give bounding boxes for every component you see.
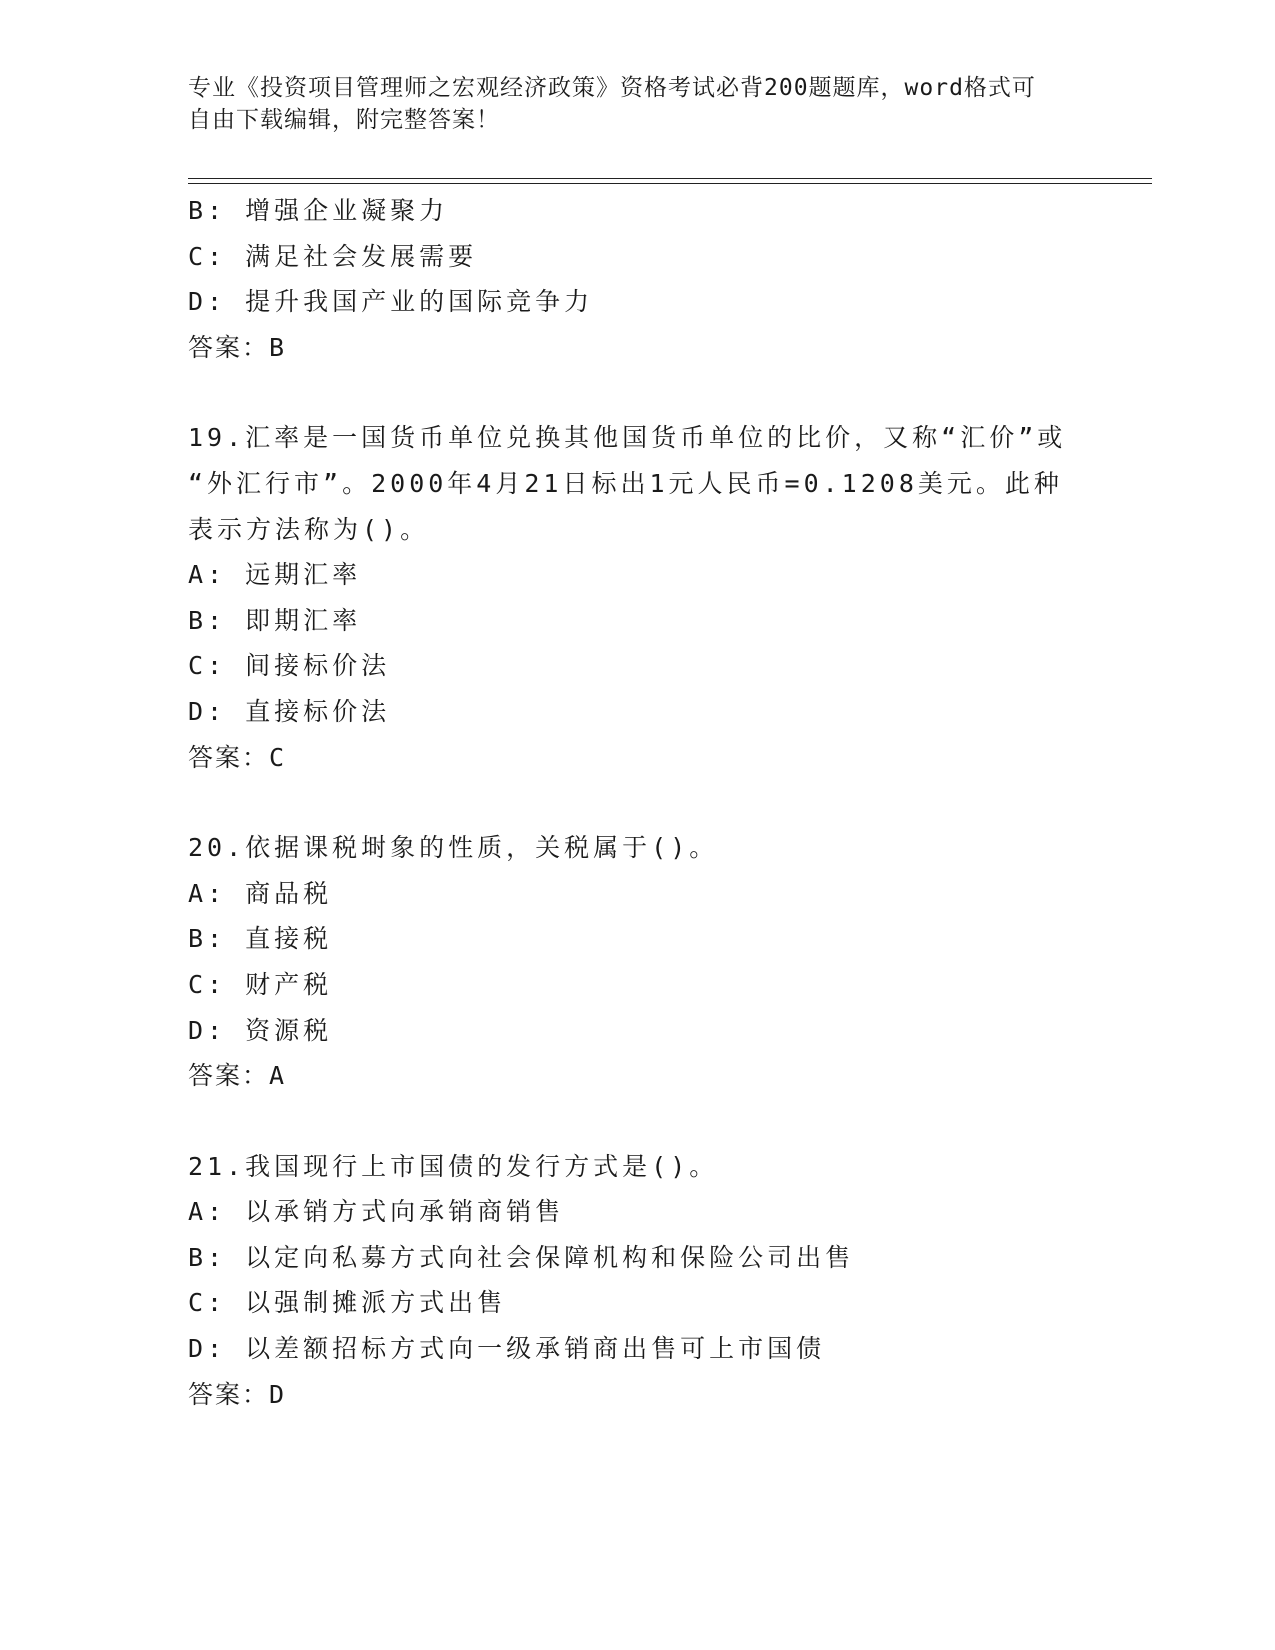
option-text: 提升我国产业的国际竞争力 <box>245 287 594 317</box>
option-text: 即期汇率 <box>245 605 362 635</box>
option-text: 资源税 <box>245 1015 333 1045</box>
question-stem-line: 21.我国现行上市国债的发行方式是()。 <box>188 1151 719 1181</box>
option-text: 以承销方式向承销商销售 <box>245 1197 565 1227</box>
option-text: 直接税 <box>245 924 333 954</box>
option-text: 直接标价法 <box>245 696 391 726</box>
question-stem-line: 表示方法称为()。 <box>188 514 430 544</box>
option-label: C: <box>188 651 227 681</box>
option-d <box>188 1326 1088 1372</box>
option-text: 财产税 <box>245 969 333 999</box>
option-d <box>188 1008 1088 1054</box>
option-text: 以定向私募方式向社会保障机构和保险公司出售 <box>245 1242 855 1272</box>
option-b <box>188 598 1088 644</box>
option-label: D: <box>188 1015 227 1045</box>
option-label: B: <box>188 1242 227 1272</box>
option-label: C: <box>188 1288 227 1318</box>
option-label: A: <box>188 560 227 590</box>
option-b <box>188 188 1088 234</box>
option-label: D: <box>188 287 227 317</box>
option-label: C: <box>188 969 227 999</box>
option-label: A: <box>188 878 227 908</box>
question-list <box>188 188 1088 1417</box>
option-label: D: <box>188 696 227 726</box>
question-19 <box>188 415 1088 780</box>
option-c <box>188 643 1088 689</box>
header-line-1: 专业《投资项目管理师之宏观经济政策》资格考试必背200题题库，word格式可 <box>188 75 1036 101</box>
document-header <box>188 72 1068 136</box>
option-text: 满足社会发展需要 <box>245 241 478 271</box>
question-18-continuation <box>188 188 1088 370</box>
header-divider-bottom <box>188 183 1152 184</box>
question-21 <box>188 1144 1088 1418</box>
answer-line: 答案：D <box>188 1379 287 1409</box>
question-20 <box>188 825 1088 1099</box>
option-label: B: <box>188 924 227 954</box>
question-stem-line: 20.依据课税埘象的性质，关税属于()。 <box>188 833 719 863</box>
option-label: B: <box>188 605 227 635</box>
option-text: 以差额招标方式向一级承销商出售可上市国债 <box>245 1334 826 1364</box>
answer-line: 答案：A <box>188 1061 287 1091</box>
option-b <box>188 916 1088 962</box>
option-text: 间接标价法 <box>245 651 391 681</box>
option-b <box>188 1235 1088 1281</box>
option-c <box>188 962 1088 1008</box>
header-line-2: 自由下载编辑，附完整答案！ <box>188 107 500 133</box>
option-text: 商品税 <box>245 878 333 908</box>
question-stem-line: 19.汇率是一国货币单位兑换其他国货币单位的比价，又称“汇价”或 <box>188 423 1067 453</box>
answer-line: 答案：B <box>188 332 287 362</box>
option-d <box>188 279 1088 325</box>
option-text: 增强企业凝聚力 <box>245 196 449 225</box>
option-label: B: <box>188 196 227 225</box>
option-c <box>188 1280 1088 1326</box>
option-a <box>188 1189 1088 1235</box>
option-text: 远期汇率 <box>245 560 362 590</box>
option-a <box>188 871 1088 917</box>
header-divider-top <box>188 178 1152 179</box>
option-label: C: <box>188 241 227 271</box>
option-a <box>188 552 1088 598</box>
option-label: D: <box>188 1334 227 1364</box>
option-text: 以强制摊派方式出售 <box>245 1288 507 1318</box>
option-c <box>188 234 1088 280</box>
answer-line: 答案：C <box>188 742 287 772</box>
option-label: A: <box>188 1197 227 1227</box>
question-stem-line: “外汇行市”。2000年4月21日标出1元人民币=0.1208美元。此种 <box>188 468 1063 498</box>
option-d <box>188 689 1088 735</box>
